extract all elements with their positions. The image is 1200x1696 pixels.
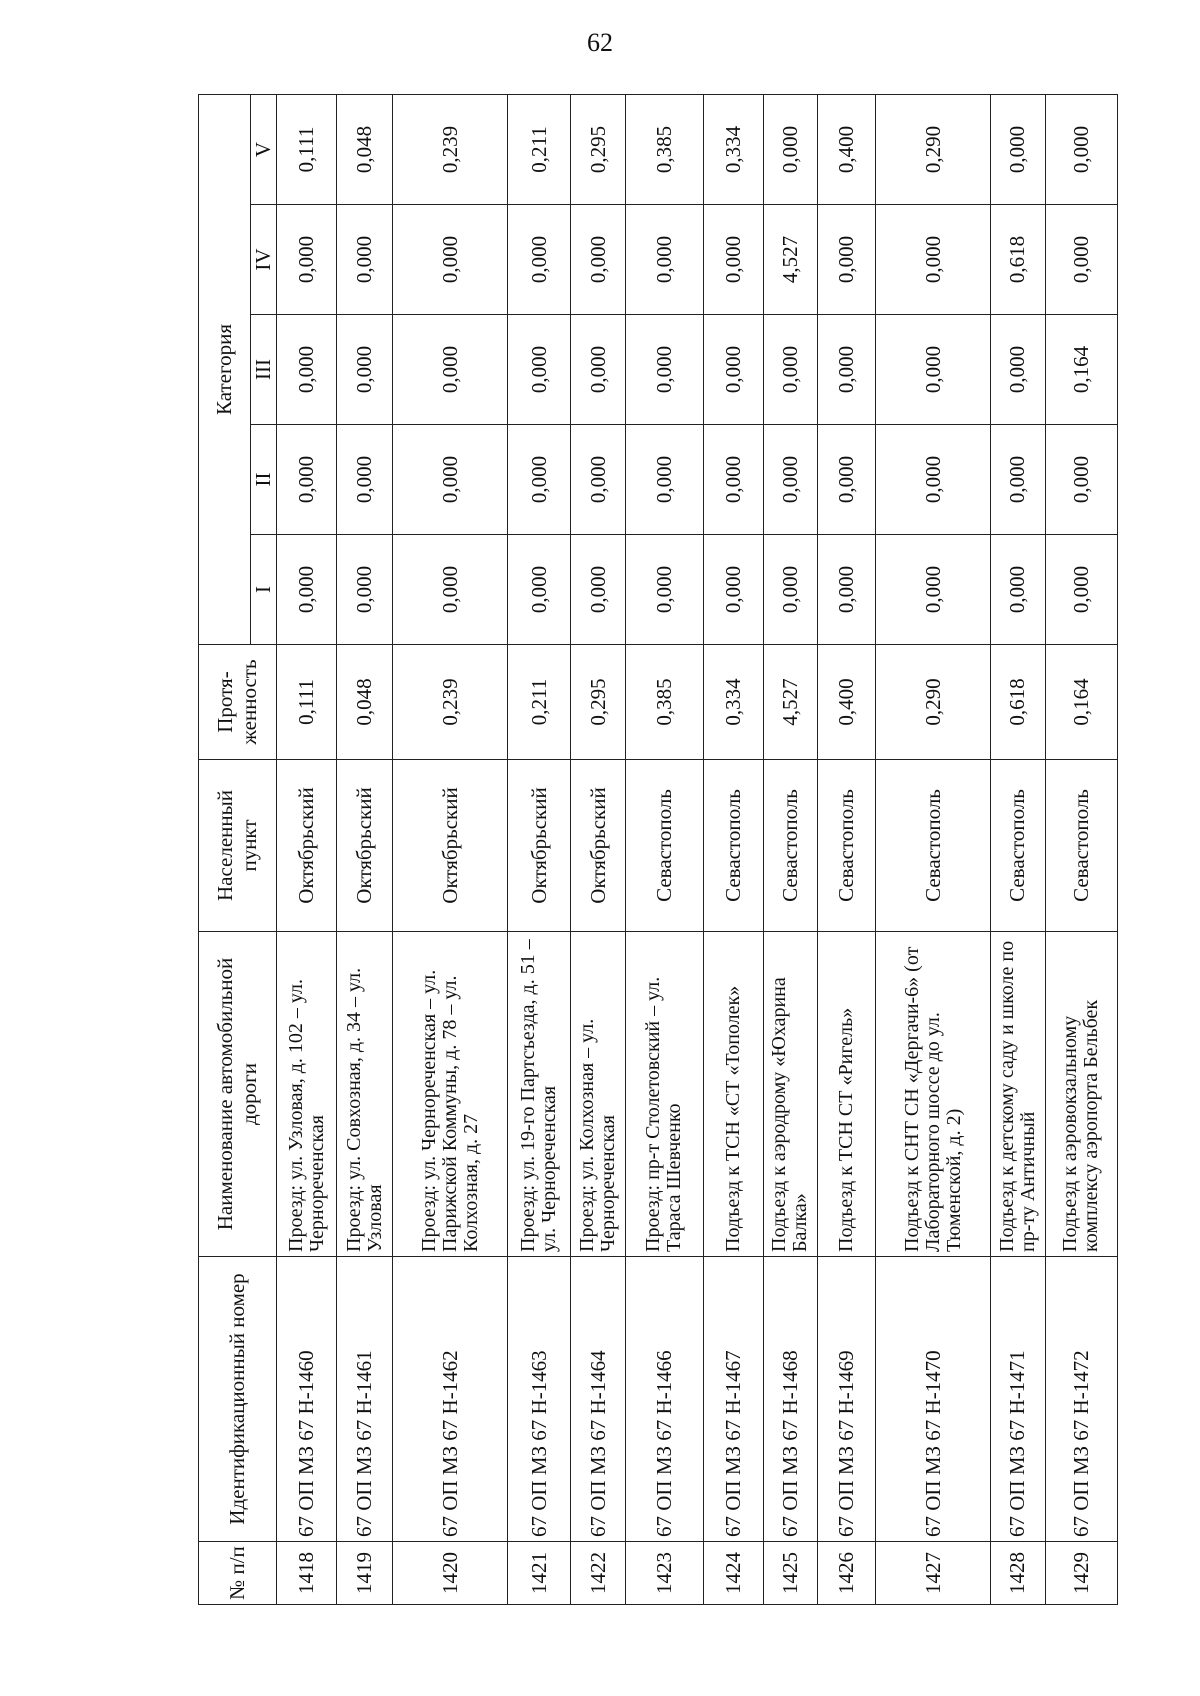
row-ident: 67 ОП МЗ 67 Н-1469 (817, 1257, 875, 1542)
row-cat-i: 0,000 (875, 535, 991, 645)
table-row (337, 95, 392, 1605)
row-cat-iv: 0,000 (703, 205, 763, 315)
row-length: 0,211 (508, 645, 571, 760)
row-cat-iv: 0,000 (571, 205, 626, 315)
row-cat-i: 0,000 (626, 535, 703, 645)
row-length: 0,048 (337, 645, 392, 760)
row-cat-iii: 0,000 (817, 315, 875, 425)
row-cat-i: 0,000 (277, 535, 337, 645)
table-row (508, 95, 571, 1605)
row-ident: 67 ОП МЗ 67 Н-1471 (991, 1257, 1045, 1542)
table-row (392, 95, 508, 1605)
row-num: 1421 (508, 1542, 571, 1605)
row-place: Севастополь (875, 760, 991, 932)
table-row (703, 95, 763, 1605)
row-cat-iii: 0,000 (763, 315, 817, 425)
row-name: Подъезд к СНТ СН «Дергачи-6» (от Лабораторного шоссе до ул. Тюменской, д. 2) (875, 932, 991, 1257)
row-ident: 67 ОП МЗ 67 Н-1470 (875, 1257, 991, 1542)
row-name: Подъезд к аэровокзальному комплексу аэропорта Бельбек (1045, 932, 1117, 1257)
row-cat-iii: 0,000 (703, 315, 763, 425)
row-ident: 67 ОП МЗ 67 Н-1461 (337, 1257, 392, 1542)
header-length: Протя-женность (199, 645, 277, 760)
row-place: Севастополь (991, 760, 1045, 932)
row-ident: 67 ОП МЗ 67 Н-1460 (277, 1257, 337, 1542)
row-cat-ii: 0,000 (991, 425, 1045, 535)
row-num: 1428 (991, 1542, 1045, 1605)
header-category: Категория (199, 95, 251, 645)
row-length: 0,111 (277, 645, 337, 760)
row-name: Проезд: ул. 19-го Партсъезда, д. 51 – ул. Чернореченская (508, 932, 571, 1257)
header-cat-iii: III (251, 315, 277, 425)
header-cat-iv: IV (251, 205, 277, 315)
row-num: 1424 (703, 1542, 763, 1605)
row-cat-ii: 0,000 (277, 425, 337, 535)
table-row (875, 95, 991, 1605)
row-length: 0,400 (817, 645, 875, 760)
row-length: 0,164 (1045, 645, 1117, 760)
row-cat-ii: 0,000 (337, 425, 392, 535)
row-name: Подъезд к аэродрому «Юхарина Балка» (763, 932, 817, 1257)
row-cat-i: 0,000 (508, 535, 571, 645)
header-ident: Идентификационный номер (199, 1257, 277, 1542)
row-cat-ii: 0,000 (817, 425, 875, 535)
row-length: 4,527 (763, 645, 817, 760)
row-cat-iii: 0,000 (508, 315, 571, 425)
row-name: Проезд: ул. Узловая, д. 102 – ул. Чернореченская (277, 932, 337, 1257)
row-ident: 67 ОП МЗ 67 Н-1462 (392, 1257, 508, 1542)
table-row (277, 95, 337, 1605)
row-num: 1423 (626, 1542, 703, 1605)
row-cat-i: 0,000 (571, 535, 626, 645)
row-name: Подъезд к ТСН «СТ «Тополек» (703, 932, 763, 1257)
row-cat-iv: 0,000 (508, 205, 571, 315)
page-number: 62 (587, 28, 613, 57)
header-num: № п/п (199, 1542, 277, 1605)
row-cat-v: 0,295 (571, 95, 626, 205)
row-cat-v: 0,048 (337, 95, 392, 205)
row-cat-v: 0,111 (277, 95, 337, 205)
row-place: Октябрьский (337, 760, 392, 932)
row-cat-iv: 0,000 (277, 205, 337, 315)
row-place: Севастополь (817, 760, 875, 932)
row-ident: 67 ОП МЗ 67 Н-1472 (1045, 1257, 1117, 1542)
row-ident: 67 ОП МЗ 67 Н-1464 (571, 1257, 626, 1542)
row-cat-i: 0,000 (703, 535, 763, 645)
row-cat-v: 0,211 (508, 95, 571, 205)
row-place: Октябрьский (392, 760, 508, 932)
table-row (626, 95, 703, 1605)
row-length: 0,618 (991, 645, 1045, 760)
table-row (817, 95, 875, 1605)
header-cat-ii: II (251, 425, 277, 535)
row-ident: 67 ОП МЗ 67 Н-1468 (763, 1257, 817, 1542)
row-length: 0,239 (392, 645, 508, 760)
row-ident: 67 ОП МЗ 67 Н-1466 (626, 1257, 703, 1542)
row-name: Проезд: пр-т Столетовский – ул. Тараса Шевченко (626, 932, 703, 1257)
row-num: 1419 (337, 1542, 392, 1605)
row-cat-ii: 0,000 (508, 425, 571, 535)
row-cat-i: 0,000 (392, 535, 508, 645)
table-row (571, 95, 626, 1605)
row-cat-v: 0,290 (875, 95, 991, 205)
row-cat-v: 0,385 (626, 95, 703, 205)
row-cat-iii: 0,000 (392, 315, 508, 425)
row-cat-v: 0,334 (703, 95, 763, 205)
row-cat-ii: 0,000 (1045, 425, 1117, 535)
row-cat-v: 0,000 (991, 95, 1045, 205)
table-row (1045, 95, 1117, 1605)
header-name: Наименование автомобильной дороги (199, 932, 277, 1257)
row-cat-ii: 0,000 (571, 425, 626, 535)
row-num: 1426 (817, 1542, 875, 1605)
row-cat-iv: 0,000 (337, 205, 392, 315)
row-place: Севастополь (703, 760, 763, 932)
row-cat-iii: 0,000 (571, 315, 626, 425)
row-cat-v: 0,000 (763, 95, 817, 205)
row-ident: 67 ОП МЗ 67 Н-1467 (703, 1257, 763, 1542)
header-place: Населенный пункт (199, 760, 277, 932)
row-name: Подъезд к ТСН СТ «Ригель» (817, 932, 875, 1257)
roads-table (198, 94, 1118, 1605)
row-cat-iii: 0,000 (337, 315, 392, 425)
row-ident: 67 ОП МЗ 67 Н-1463 (508, 1257, 571, 1542)
row-cat-iii: 0,000 (991, 315, 1045, 425)
row-cat-iv: 0,000 (817, 205, 875, 315)
row-cat-v: 0,400 (817, 95, 875, 205)
row-length: 0,295 (571, 645, 626, 760)
row-cat-iii: 0,000 (626, 315, 703, 425)
row-cat-ii: 0,000 (703, 425, 763, 535)
table-row (991, 95, 1045, 1605)
header-cat-v: V (251, 95, 277, 205)
row-cat-i: 0,000 (1045, 535, 1117, 645)
row-num: 1425 (763, 1542, 817, 1605)
row-cat-i: 0,000 (763, 535, 817, 645)
row-cat-ii: 0,000 (392, 425, 508, 535)
row-cat-v: 0,239 (392, 95, 508, 205)
row-num: 1429 (1045, 1542, 1117, 1605)
rotated-table-container (198, 95, 1118, 1605)
row-cat-iv: 4,527 (763, 205, 817, 315)
row-length: 0,290 (875, 645, 991, 760)
row-cat-ii: 0,000 (875, 425, 991, 535)
row-num: 1422 (571, 1542, 626, 1605)
row-cat-iii: 0,164 (1045, 315, 1117, 425)
row-name: Проезд: ул. Колхозная – ул. Чернореченская (571, 932, 626, 1257)
row-length: 0,385 (626, 645, 703, 760)
row-place: Севастополь (626, 760, 703, 932)
row-length: 0,334 (703, 645, 763, 760)
row-cat-iv: 0,000 (626, 205, 703, 315)
row-place: Октябрьский (508, 760, 571, 932)
row-num: 1420 (392, 1542, 508, 1605)
row-place: Октябрьский (571, 760, 626, 932)
header-cat-i: I (251, 535, 277, 645)
row-name: Проезд: ул. Совхозная, д. 34 – ул. Узловая (337, 932, 392, 1257)
row-cat-iv: 0,000 (875, 205, 991, 315)
row-place: Севастополь (763, 760, 817, 932)
row-cat-i: 0,000 (817, 535, 875, 645)
row-cat-v: 0,000 (1045, 95, 1117, 205)
row-place: Севастополь (1045, 760, 1117, 932)
row-cat-ii: 0,000 (626, 425, 703, 535)
row-cat-ii: 0,000 (763, 425, 817, 535)
row-cat-iii: 0,000 (875, 315, 991, 425)
row-name: Подъезд к детскому саду и школе по пр-ту Античный (991, 932, 1045, 1257)
row-cat-iv: 0,000 (1045, 205, 1117, 315)
table-row (763, 95, 817, 1605)
row-cat-iv: 0,000 (392, 205, 508, 315)
table-body (277, 95, 1118, 1605)
row-num: 1427 (875, 1542, 991, 1605)
row-cat-iv: 0,618 (991, 205, 1045, 315)
row-num: 1418 (277, 1542, 337, 1605)
row-place: Октябрьский (277, 760, 337, 932)
row-name: Проезд: ул. Чернореченская – ул. Парижской Коммуны, д. 78 – ул. Колхозная, д. 27 (392, 932, 508, 1257)
row-cat-iii: 0,000 (277, 315, 337, 425)
row-cat-i: 0,000 (991, 535, 1045, 645)
row-cat-i: 0,000 (337, 535, 392, 645)
